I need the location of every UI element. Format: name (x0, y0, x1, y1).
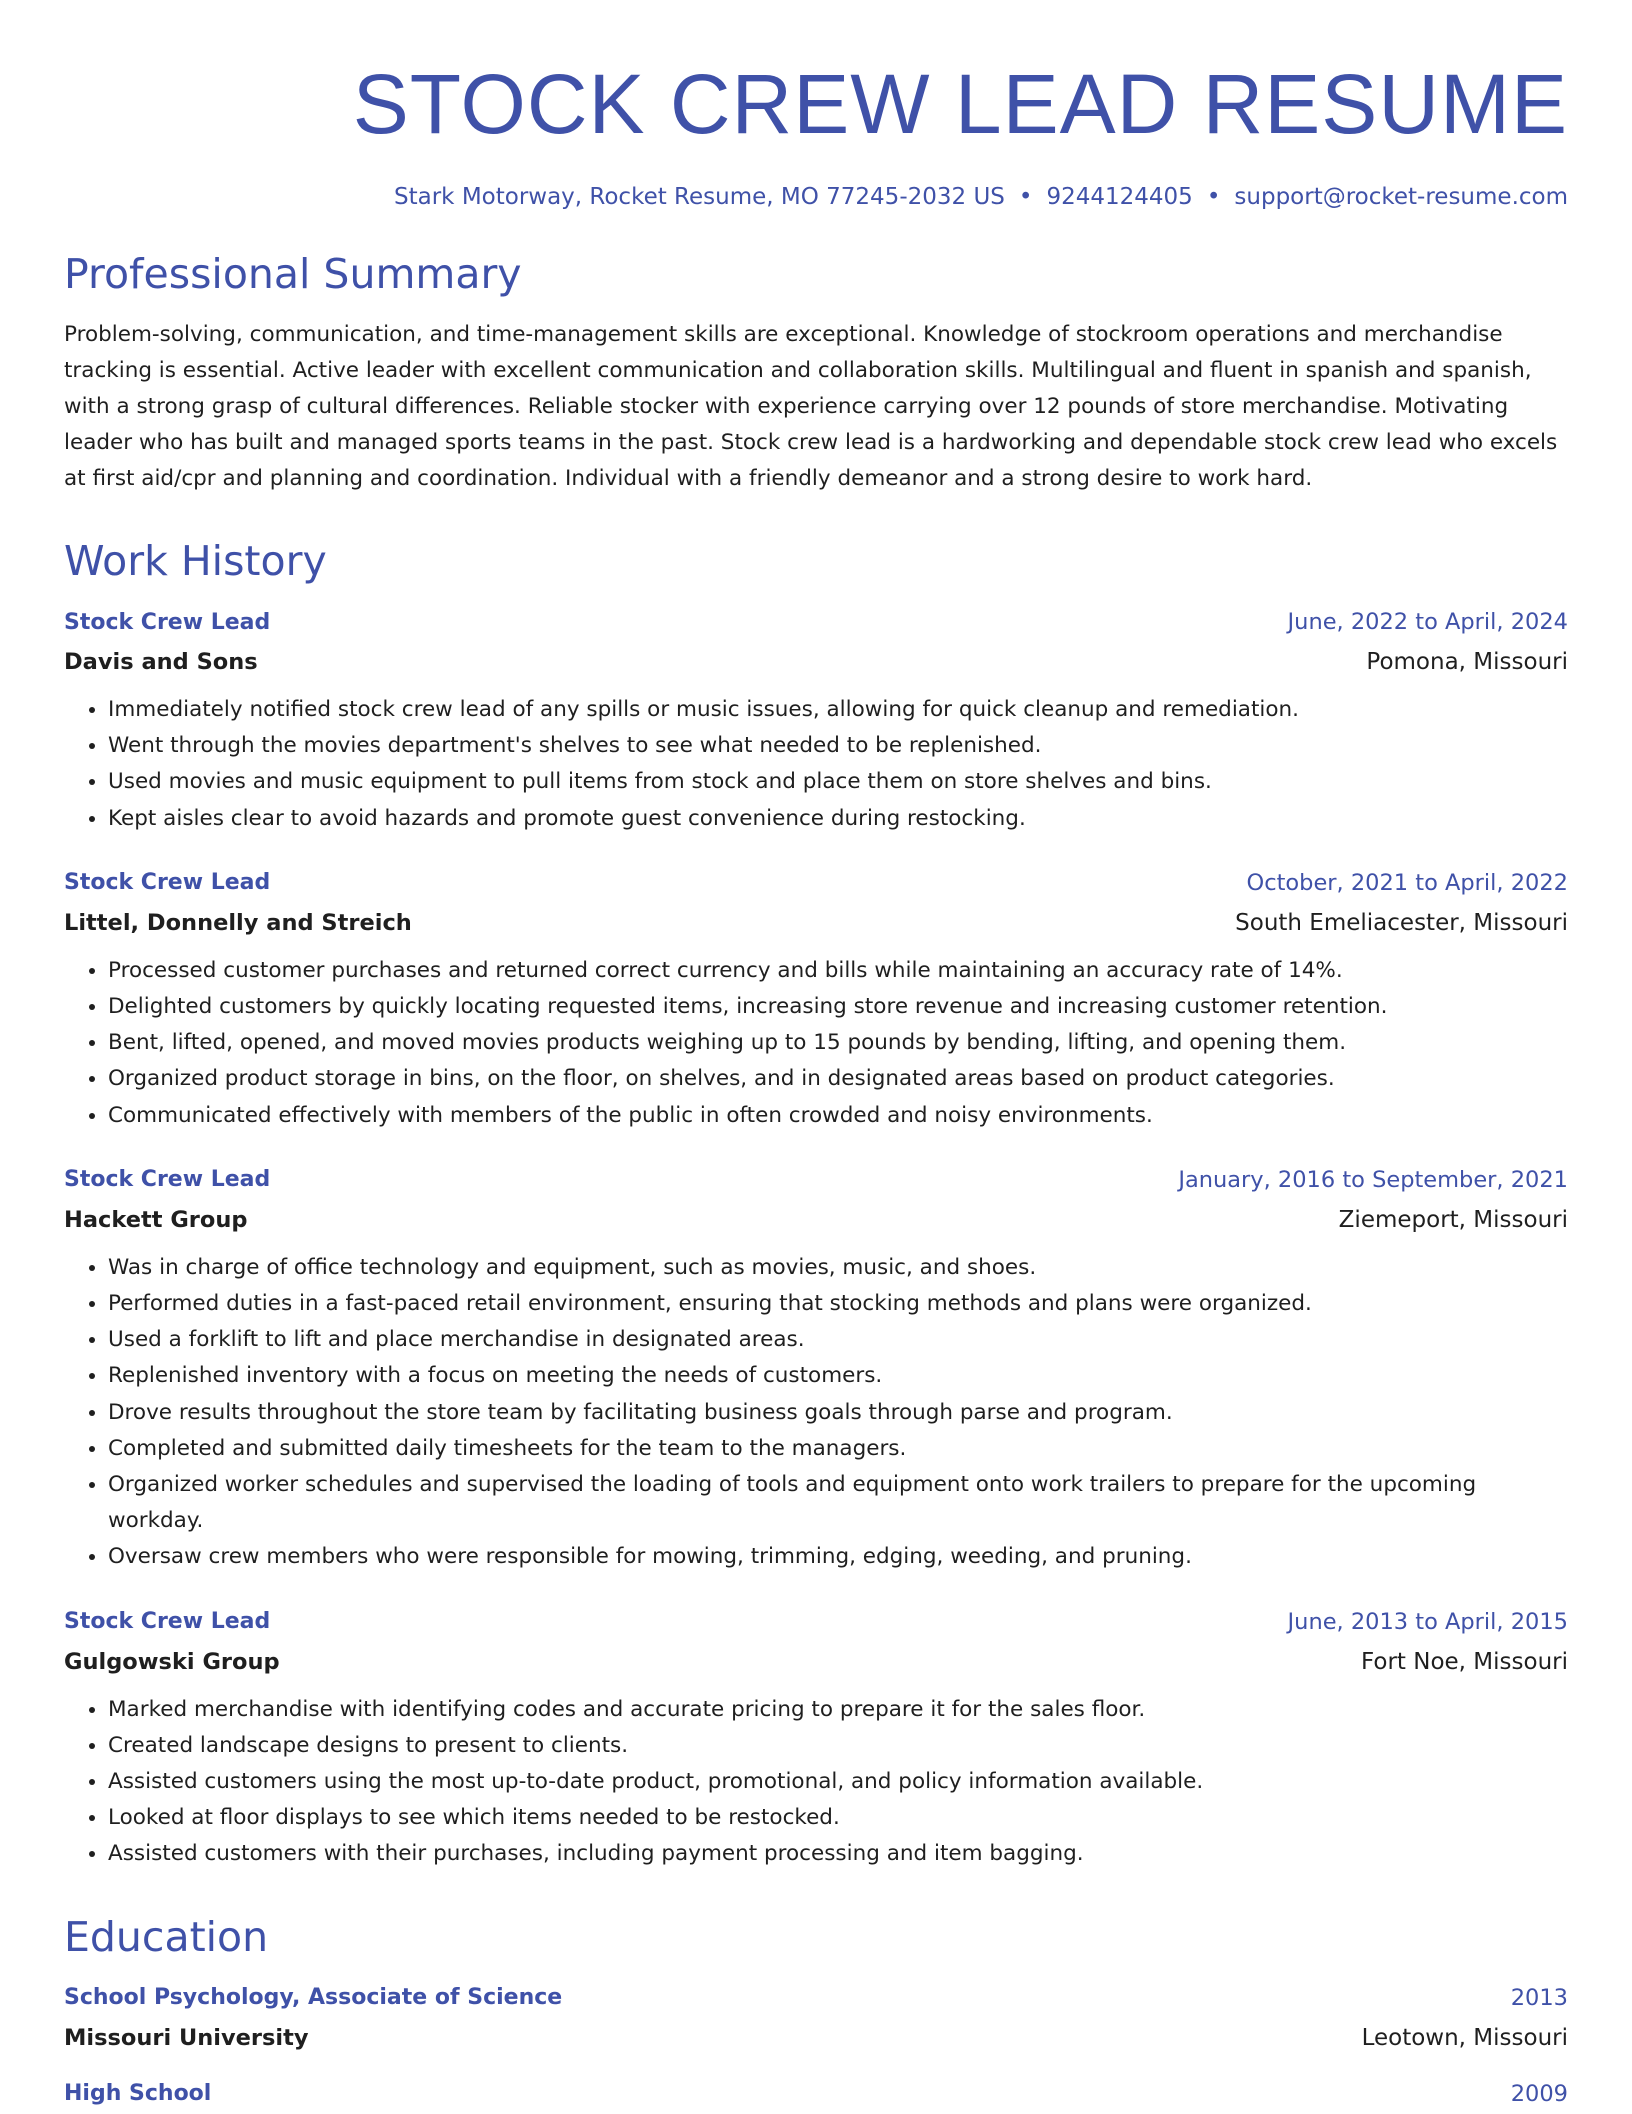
job-bullet: • Created landscape designs to present to clients. (108, 1728, 1568, 1764)
job-bullet: • Immediately notified stock crew lead of any spills or music issues, allowing for quick cleanup and remediation. (108, 692, 1568, 728)
education-entry (64, 1978, 1568, 2058)
work-history-list (64, 602, 1568, 1873)
contact-email: support@rocket-resume.com (1234, 184, 1568, 210)
job-title: Stock Crew Lead (64, 1609, 271, 1635)
job-bullet: • Went through the movies department's shelves to see what needed to be replenished. (108, 728, 1568, 764)
education-list (64, 1978, 1568, 2114)
job-bullet: • Used movies and music equipment to pull items from stock and place them on store shelves and bins. (108, 764, 1568, 800)
job-title: Stock Crew Lead (64, 609, 271, 635)
company-name: Littel, Donnelly and Streich (64, 909, 412, 936)
job-bullet: • Was in charge of office technology and equipment, such as movies, music, and shoes. (108, 1250, 1568, 1286)
job-title: Stock Crew Lead (64, 1167, 271, 1193)
job-bullet: • Communicated effectively with members of the public in often crowded and noisy environments. (108, 1098, 1568, 1134)
graduation-year: 2013 (1510, 1984, 1568, 2011)
section-heading-education: Education (64, 1912, 269, 1961)
job-bullet: • Processed customer purchases and returned correct currency and bills while maintaining an accuracy rate of 14%. (108, 953, 1568, 989)
resume-page (64, 0, 1568, 2114)
school-name: Missouri University (64, 2024, 309, 2051)
contact-address: Stark Motorway, Rocket Resume, MO 77245-2032 US (394, 184, 1005, 210)
job-bullet: • Assisted customers with their purchases, including payment processing and item bagging. (108, 1836, 1568, 1872)
degree-name: School Psychology, Associate of Science (64, 1985, 563, 2011)
job-bullet: • Bent, lifted, opened, and moved movies products weighing up to 15 pounds by bending, lifting, and opening them. (108, 1025, 1568, 1061)
job-bullet: • Used a forklift to lift and place merchandise in designated areas. (108, 1322, 1568, 1358)
section-heading-work: Work History (64, 537, 327, 585)
job-bullet: • Drove results throughout the store team by facilitating business goals through parse and program. (108, 1395, 1568, 1431)
job-bullet: • Assisted customers using the most up-to-date product, promotional, and policy information available. (108, 1764, 1568, 1800)
job-location: Ziemeport, Missouri (1338, 1206, 1568, 1233)
job-bullet: • Oversaw crew members who were responsible for mowing, trimming, edging, weeding, and pruning. (108, 1539, 1568, 1575)
education-entry (64, 2074, 1568, 2114)
job-bullets (64, 1692, 1568, 1873)
job-bullet: • Completed and submitted daily timesheets for the team to the managers. (108, 1431, 1568, 1467)
job-bullet: • Performed duties in a fast-paced retail environment, ensuring that stocking methods and plans were organized. (108, 1286, 1568, 1322)
job-location: South Emeliacester, Missouri (1235, 909, 1568, 936)
school-location: Leotown, Missouri (1361, 2024, 1568, 2051)
job-location: Fort Noe, Missouri (1360, 1648, 1568, 1675)
contact-line (64, 184, 1568, 210)
section-heading-summary: Professional Summary (64, 250, 522, 298)
job-entry (64, 1602, 1568, 1873)
job-bullet: • Kept aisles clear to avoid hazards and promote guest convenience during restocking. (108, 801, 1568, 837)
job-bullet: • Replenished inventory with a focus on meeting the needs of customers. (108, 1358, 1568, 1394)
job-bullet: • Marked merchandise with identifying codes and accurate pricing to prepare it for the sales floor. (108, 1692, 1568, 1728)
graduation-year: 2009 (1510, 2080, 1568, 2107)
job-dates: June, 2013 to April, 2015 (1287, 1608, 1568, 1635)
company-name: Hackett Group (64, 1206, 248, 1233)
contact-separator: • (1018, 184, 1033, 210)
summary-text: Problem-solving, communication, and time-management skills are exceptional. Knowledge of stockroom operations and merchandise tracking is essential. Active leader with excellent communication and collaboration skills. Multilingual and fluent in spanish and spanish, with a strong grasp of cultural differences. Reliable stocker with experience carrying over 12 pounds of store merchandise. Motivating leader who has built and managed sports teams in the past. Stock crew lead is a hardworking and dependable stock crew lead who excels at first aid/cpr and planning and coordination. Individual with a friendly demeanor and a strong desire to work hard. (64, 322, 1558, 491)
job-dates: June, 2022 to April, 2024 (1287, 609, 1568, 635)
degree-name: High School (64, 2081, 212, 2107)
contact-phone: 9244124405 (1046, 184, 1193, 210)
job-location: Pomona, Missouri (1366, 649, 1568, 675)
job-bullet: • Organized product storage in bins, on the floor, on shelves, and in designated areas based on product categories. (108, 1061, 1568, 1097)
company-name: Davis and Sons (64, 649, 258, 675)
job-bullets (64, 1250, 1568, 1576)
resume-title: STOCK CREW LEAD RESUME (352, 57, 1568, 151)
job-bullets (64, 692, 1568, 837)
job-bullet: • Organized worker schedules and supervised the loading of tools and equipment onto work trailers to prepare for the upcoming workday. (108, 1467, 1568, 1539)
job-dates: January, 2016 to September, 2021 (1178, 1166, 1568, 1193)
contact-separator: • (1206, 184, 1221, 210)
job-title: Stock Crew Lead (64, 870, 271, 896)
job-entry (64, 863, 1568, 1134)
job-bullet: • Delighted customers by quickly locating requested items, increasing store revenue and increasing customer retention. (108, 989, 1568, 1025)
job-entry (64, 602, 1568, 837)
company-name: Gulgowski Group (64, 1648, 280, 1675)
job-bullet: • Looked at floor displays to see which items needed to be restocked. (108, 1800, 1568, 1836)
job-entry (64, 1160, 1568, 1576)
job-bullets (64, 953, 1568, 1134)
job-dates: October, 2021 to April, 2022 (1246, 869, 1568, 896)
